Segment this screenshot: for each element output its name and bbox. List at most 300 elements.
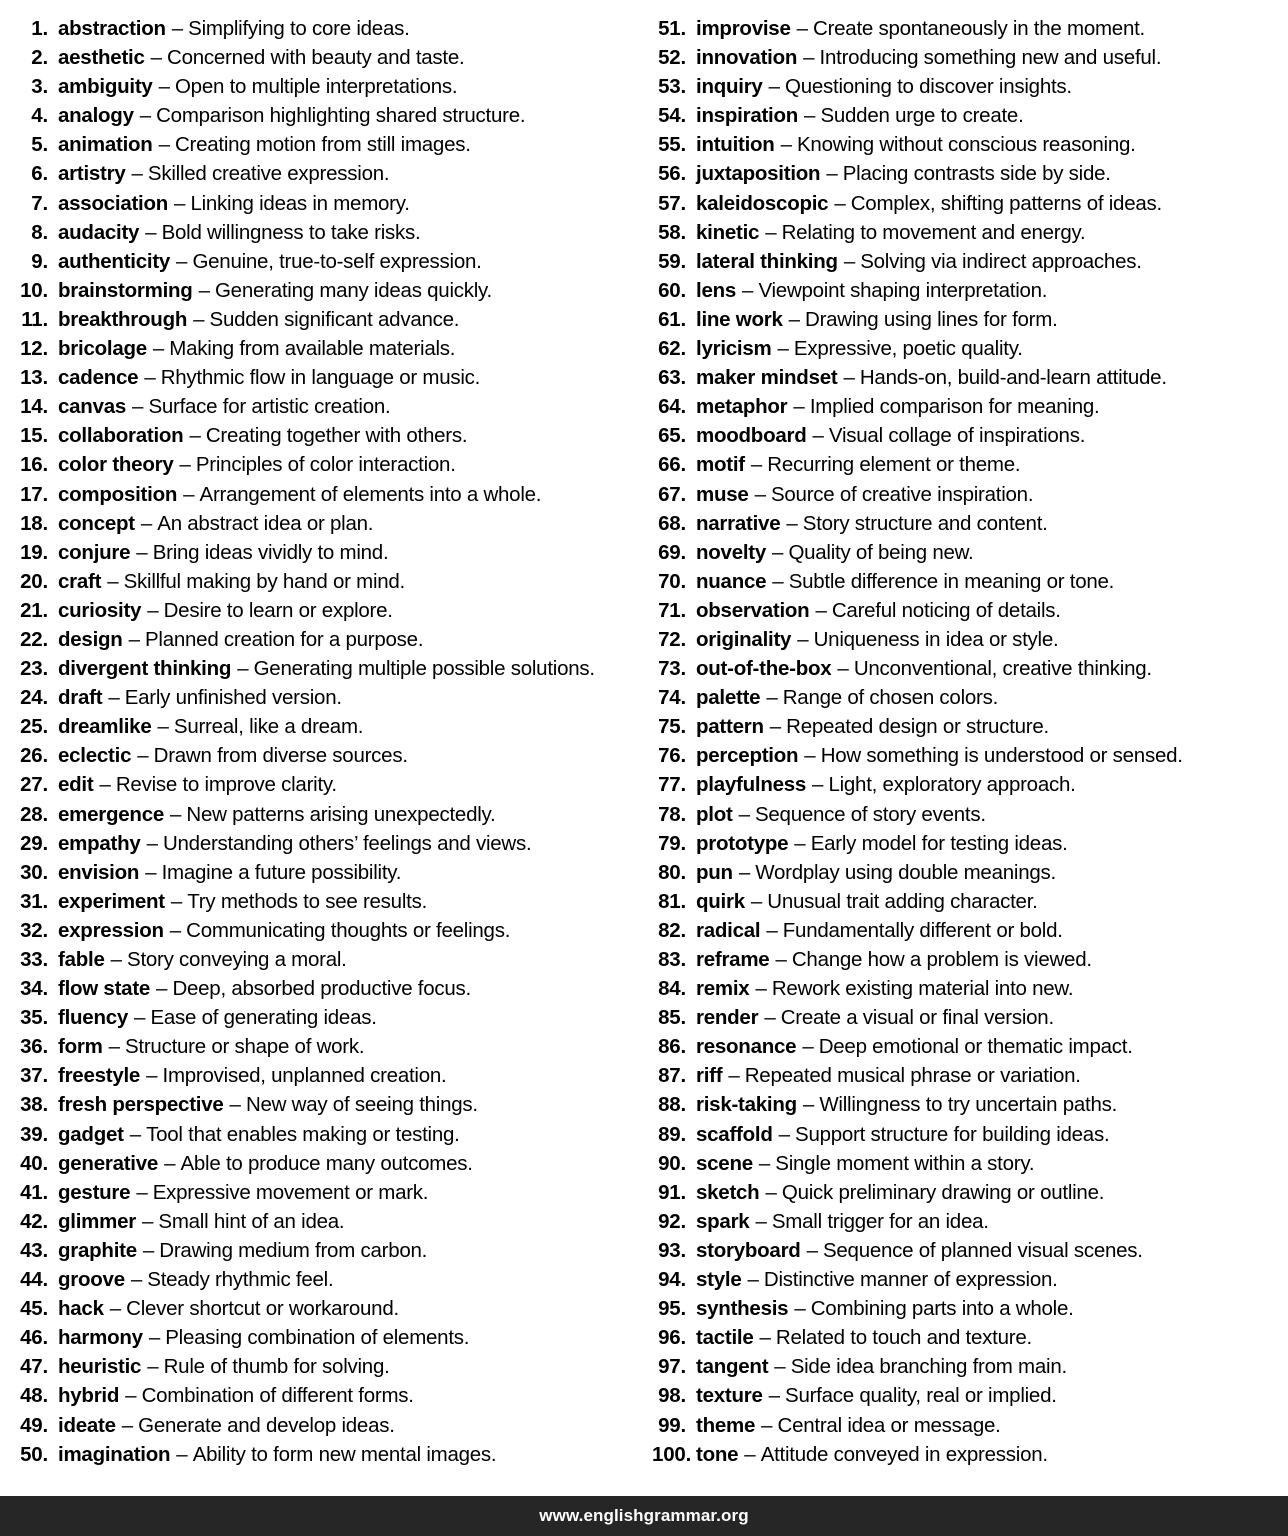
list-item-definition: Rule of thumb for solving. [163, 1355, 390, 1379]
list-item [652, 218, 1274, 247]
list-item-definition: Attitude conveyed in expression. [760, 1442, 1048, 1466]
list-item-term: resonance [696, 1035, 797, 1059]
list-item-number: 91. [658, 1180, 686, 1204]
list-item-number: 10. [20, 278, 48, 302]
list-item-definition: Knowing without conscious reasoning. [797, 133, 1136, 157]
list-item-term: texture [696, 1384, 763, 1408]
list-item-definition: Planned creation for a purpose. [144, 627, 424, 651]
list-item-definition: Making from available materials. [169, 337, 456, 361]
list-item-separator: – [769, 715, 782, 739]
list-item-definition: Understanding others’ feelings and views. [162, 831, 532, 855]
list-item-number: 83. [658, 948, 686, 971]
list-item-number: 84. [658, 977, 686, 1001]
list-item-term: theme [696, 1413, 756, 1437]
list-item-definition: Simplifying to core ideas. [188, 17, 410, 40]
list-item [14, 363, 626, 392]
list-item-definition: Revise to improve clarity. [115, 773, 337, 797]
list-item-term: storyboard [696, 1238, 801, 1262]
list-item-term: scene [696, 1151, 753, 1175]
list-item-term: ideate [58, 1413, 116, 1437]
list-item-term: quirk [696, 889, 745, 913]
list-item-definition: Drawing medium from carbon. [159, 1238, 428, 1262]
list-item [652, 305, 1274, 334]
list-item [14, 1265, 626, 1294]
list-item-separator: – [171, 17, 184, 40]
list-item-separator: – [768, 75, 780, 99]
list-item-definition: Steady rhythmic feel. [147, 1268, 334, 1292]
list-item-definition: Desire to learn or explore. [163, 598, 393, 622]
list-item-separator: – [750, 453, 763, 477]
list-item-term: risk-taking [696, 1093, 797, 1117]
list-item-definition: Ease of generating ideas. [150, 1006, 377, 1030]
list-item-definition: How something is understood or sensed. [820, 744, 1183, 768]
list-item [652, 1265, 1274, 1294]
list-item-definition: Rework existing material into new. [771, 977, 1074, 1001]
list-item [14, 858, 626, 887]
list-item-definition: Light, exploratory approach. [828, 773, 1076, 797]
list-item-term: envision [58, 860, 140, 884]
list-item-separator: – [176, 1442, 188, 1466]
list-item-term: inspiration [696, 104, 799, 128]
list-item [652, 654, 1274, 683]
list-item-term: composition [58, 482, 178, 506]
list-item-definition: Story structure and content. [802, 511, 1048, 535]
list-item [14, 450, 626, 479]
list-item-term: gadget [58, 1122, 124, 1146]
list-item-separator: – [142, 1238, 155, 1262]
list-item-separator: – [108, 1035, 120, 1059]
list-item-separator: – [136, 1180, 148, 1204]
list-item [14, 276, 626, 305]
list-item [14, 974, 626, 1003]
list-item-term: experiment [58, 889, 165, 913]
list-item-number: 18. [20, 511, 48, 535]
list-item-number: 69. [658, 540, 686, 564]
list-item-term: pun [696, 860, 733, 884]
list-item-number: 96. [658, 1326, 686, 1350]
list-item [652, 392, 1274, 421]
list-item-definition: Open to multiple interpretations. [174, 75, 458, 99]
list-item-number: 52. [658, 46, 686, 70]
list-item-definition: Fundamentally different or bold. [782, 918, 1063, 942]
list-item-number: 6. [31, 162, 48, 186]
list-item-term: freestyle [58, 1064, 141, 1088]
list-item-term: aesthetic [58, 46, 145, 70]
list-item [14, 1323, 626, 1352]
list-item-separator: – [775, 948, 787, 971]
list-item [652, 1294, 1274, 1323]
list-item-separator: – [158, 133, 170, 157]
list-item-separator: – [797, 627, 809, 651]
list-item [652, 1440, 1274, 1469]
list-item-term: edit [58, 773, 94, 797]
list-item-definition: Support structure for building ideas. [795, 1122, 1110, 1146]
list-item-definition: Drawing using lines for form. [805, 307, 1058, 331]
list-item-separator: – [765, 1180, 777, 1204]
list-item [14, 1294, 626, 1323]
list-item-term: abstraction [58, 17, 166, 40]
list-item [14, 1352, 626, 1381]
list-item-separator: – [766, 918, 778, 942]
list-item-term: expression [58, 918, 164, 942]
list-item-definition: Subtle difference in meaning or tone. [788, 569, 1115, 593]
word-list-column-right [644, 14, 1274, 1496]
list-item-separator: – [158, 75, 170, 99]
list-item-number: 41. [20, 1180, 48, 1204]
list-item-separator: – [176, 249, 188, 273]
list-item-term: scaffold [696, 1122, 773, 1146]
list-item-separator: – [744, 1442, 756, 1466]
list-item [652, 189, 1274, 218]
list-item-separator: – [778, 1122, 791, 1146]
list-item-separator: – [146, 831, 158, 855]
list-item [652, 276, 1274, 305]
list-item-separator: – [764, 1006, 776, 1030]
list-item-separator: – [152, 337, 165, 361]
list-item-separator: – [774, 1355, 786, 1379]
list-item-separator: – [803, 46, 815, 70]
list-item-number: 38. [20, 1093, 48, 1117]
list-item-term: hybrid [58, 1384, 120, 1408]
list-item-separator: – [157, 715, 169, 739]
list-item [14, 1149, 626, 1178]
list-item-number: 48. [20, 1384, 48, 1408]
list-item-term: render [696, 1006, 759, 1030]
list-item-term: playfulness [696, 773, 807, 797]
list-item-term: hack [58, 1297, 104, 1321]
list-item-definition: New patterns arising unexpectedly. [186, 802, 496, 826]
list-item-definition: Wordplay using double meanings. [755, 860, 1056, 884]
list-item-term: design [58, 627, 123, 651]
list-item-definition: Sequence of planned visual scenes. [822, 1238, 1143, 1262]
list-item-definition: Quick preliminary drawing or outline. [781, 1180, 1105, 1204]
list-item-term: authenticity [58, 249, 171, 273]
list-item [652, 1207, 1274, 1236]
list-item-term: craft [58, 569, 102, 593]
list-item-number: 43. [20, 1238, 48, 1262]
list-item [14, 712, 626, 741]
list-item [652, 945, 1274, 974]
list-item-separator: – [136, 540, 148, 564]
list-item [652, 1003, 1274, 1032]
list-item [14, 916, 626, 945]
list-item-definition: Expressive, poetic quality. [793, 337, 1023, 361]
list-item-number: 64. [658, 395, 686, 419]
list-item-definition: Unconventional, creative thinking. [853, 657, 1152, 681]
list-item-definition: Surface quality, real or implied. [785, 1384, 1057, 1408]
list-item-definition: Combination of different forms. [141, 1384, 414, 1408]
list-item-separator: – [754, 482, 766, 506]
list-item-definition: Early unfinished version. [124, 686, 342, 710]
list-item-term: remix [696, 977, 750, 1001]
list-item-term: fluency [58, 1006, 129, 1030]
list-item-number: 88. [658, 1093, 686, 1117]
list-item-number: 74. [658, 686, 686, 710]
list-item [652, 974, 1274, 1003]
list-item-number: 5. [31, 133, 48, 157]
list-item-separator: – [137, 744, 149, 768]
list-item-separator: – [174, 191, 186, 215]
list-item-number: 17. [20, 482, 48, 506]
list-item-separator: – [793, 395, 805, 419]
list-item-term: kinetic [696, 220, 760, 244]
list-item-number: 99. [658, 1413, 686, 1437]
list-item-separator: – [109, 1297, 122, 1321]
list-item-number: 33. [20, 948, 48, 971]
list-item-definition: Structure or shape of work. [124, 1035, 365, 1059]
list-item-term: groove [58, 1268, 125, 1292]
list-item-number: 15. [20, 424, 48, 448]
list-item-term: motif [696, 453, 745, 477]
list-item-number: 32. [20, 918, 48, 942]
list-item-term: improvise [696, 17, 791, 40]
list-item-definition: Story conveying a moral. [127, 948, 347, 971]
list-item-number: 70. [658, 569, 686, 593]
list-item-number: 42. [20, 1209, 48, 1233]
list-item-definition: Create spontaneously in the moment. [813, 17, 1145, 40]
list-item [652, 916, 1274, 945]
list-item [652, 509, 1274, 538]
list-item-number: 8. [31, 220, 48, 244]
list-item [652, 1120, 1274, 1149]
list-item-definition: Communicating thoughts or feelings. [186, 918, 511, 942]
list-item-number: 90. [658, 1151, 686, 1175]
list-item-term: lyricism [696, 337, 772, 361]
list-item-separator: – [237, 657, 249, 681]
list-item [652, 683, 1274, 712]
list-item [14, 43, 626, 72]
list-item-definition: Relating to movement and energy. [781, 220, 1086, 244]
list-item-separator: – [125, 1384, 137, 1408]
list-item-separator: – [170, 889, 183, 913]
list-item-separator: – [826, 162, 838, 186]
list-item-number: 44. [20, 1268, 48, 1292]
list-item-separator: – [794, 1297, 806, 1321]
list-item-separator: – [229, 1093, 241, 1117]
list-item-definition: Creating motion from still images. [174, 133, 471, 157]
list-item-term: tactile [696, 1326, 754, 1350]
list-item [14, 1090, 626, 1119]
list-item [14, 887, 626, 916]
list-item-number: 3. [31, 75, 48, 99]
list-item-term: draft [58, 686, 103, 710]
list-item-term: artistry [58, 162, 126, 186]
list-item-definition: Arrangement of elements into a whole. [199, 482, 542, 506]
list-item-number: 4. [31, 104, 48, 128]
list-item-definition: Hands-on, build-and-learn attitude. [859, 366, 1167, 390]
list-item-separator: – [129, 1122, 142, 1146]
list-item-definition: Generating multiple possible solutions. [253, 657, 595, 681]
list-item [14, 159, 626, 188]
list-item [652, 1236, 1274, 1265]
list-item [14, 1120, 626, 1149]
list-item-term: juxtaposition [696, 162, 821, 186]
list-item-definition: Linking ideas in memory. [190, 191, 410, 215]
list-item-definition: Source of creative inspiration. [770, 482, 1034, 506]
list-item-separator: – [759, 1326, 771, 1350]
list-item-term: fable [58, 948, 105, 971]
list-item-separator: – [802, 1093, 815, 1117]
list-item-term: metaphor [696, 395, 788, 419]
list-item-number: 13. [20, 366, 48, 390]
list-item-definition: Generating many ideas quickly. [214, 278, 492, 302]
list-item-term: concept [58, 511, 135, 535]
list-item-definition: Questioning to discover insights. [785, 75, 1072, 99]
list-item [14, 770, 626, 799]
list-item-number: 81. [658, 889, 686, 913]
list-item-definition: Bring ideas vividly to mind. [152, 540, 389, 564]
list-item-number: 2. [31, 46, 48, 70]
list-item-number: 50. [20, 1442, 48, 1466]
list-item-definition: An abstract idea or plan. [157, 511, 374, 535]
list-item [14, 596, 626, 625]
word-list-column-left [14, 14, 644, 1496]
list-item [652, 800, 1274, 829]
list-item-definition: Range of chosen colors. [782, 686, 999, 710]
list-item-separator: – [804, 104, 816, 128]
list-item-number: 72. [658, 627, 686, 651]
list-item-separator: – [761, 1413, 773, 1437]
list-item-separator: – [794, 831, 806, 855]
list-item-separator: – [146, 1064, 158, 1088]
list-item-separator: – [110, 948, 123, 971]
list-item-number: 61. [658, 307, 686, 331]
list-item [652, 480, 1274, 509]
list-item-term: lateral thinking [696, 249, 838, 273]
list-item-number: 12. [20, 337, 48, 361]
list-item-separator: – [747, 1268, 759, 1292]
list-item-term: imagination [58, 1442, 171, 1466]
list-item-definition: Small hint of an idea. [158, 1209, 345, 1233]
list-item [14, 945, 626, 974]
footer-bar [0, 1496, 1288, 1536]
list-item-definition: Visual collage of inspirations. [828, 424, 1086, 448]
list-item [652, 1381, 1274, 1410]
list-item-definition: Deep, absorbed productive focus. [172, 977, 472, 1001]
list-item-number: 56. [658, 162, 686, 186]
list-item-definition: Comparison highlighting shared structure. [156, 104, 526, 128]
list-item-separator: – [750, 889, 763, 913]
list-item-separator: – [156, 977, 168, 1001]
list-item-definition: Recurring element or theme. [767, 453, 1021, 477]
list-item [652, 43, 1274, 72]
list-item [14, 1178, 626, 1207]
list-item [14, 392, 626, 421]
list-item-definition: Tool that enables making or testing. [146, 1122, 460, 1146]
list-item-separator: – [132, 395, 144, 419]
list-item-definition: Combining parts into a whole. [810, 1297, 1074, 1321]
list-item-term: nuance [696, 569, 767, 593]
list-item-term: observation [696, 598, 810, 622]
list-item [14, 14, 626, 43]
list-item [652, 72, 1274, 101]
list-item [652, 363, 1274, 392]
list-item-separator: – [145, 860, 157, 884]
list-item-number: 19. [20, 540, 48, 564]
list-item-definition: Repeated design or structure. [786, 715, 1049, 739]
list-item-separator: – [788, 307, 801, 331]
list-item-definition: Create a visual or final version. [780, 1006, 1054, 1030]
list-item-definition: Drawn from diverse sources. [153, 744, 408, 768]
list-item-term: cadence [58, 366, 139, 390]
list-item-separator: – [140, 511, 153, 535]
list-item-term: curiosity [58, 598, 142, 622]
list-item [14, 334, 626, 363]
list-item-definition: Unusual trait adding character. [767, 889, 1038, 913]
list-item-number: 82. [658, 918, 686, 942]
list-item-number: 71. [658, 598, 686, 622]
list-item [652, 421, 1274, 450]
list-item-term: plot [696, 802, 733, 826]
list-item-number: 89. [658, 1122, 686, 1146]
list-item-separator: – [99, 773, 111, 797]
list-item-separator: – [183, 482, 195, 506]
list-item-number: 58. [658, 220, 686, 244]
list-item-separator: – [742, 278, 754, 302]
list-item-number: 55. [658, 133, 686, 157]
list-item-number: 25. [20, 715, 48, 739]
list-item-separator: – [189, 424, 201, 448]
list-item [652, 596, 1274, 625]
list-item-definition: Viewpoint shaping interpretation. [758, 278, 1048, 302]
list-item-separator: – [738, 860, 751, 884]
list-item-separator: – [170, 802, 182, 826]
list-item-definition: Skillful making by hand or mind. [123, 569, 406, 593]
list-item-separator: – [772, 569, 784, 593]
list-item-definition: Solving via indirect approaches. [860, 249, 1142, 273]
list-item-definition: Careful noticing of details. [831, 598, 1061, 622]
list-item-term: heuristic [58, 1355, 142, 1379]
list-item-definition: Clever shortcut or workaround. [126, 1297, 399, 1321]
list-item [652, 1352, 1274, 1381]
list-item [652, 1411, 1274, 1440]
list-item-term: conjure [58, 540, 131, 564]
list-item-separator: – [169, 918, 182, 942]
list-item-number: 34. [20, 977, 48, 1001]
list-item-separator: – [142, 1209, 154, 1233]
list-item-definition: Change how a problem is viewed. [791, 948, 1092, 971]
list-item-number: 94. [658, 1268, 686, 1292]
list-item-separator: – [150, 46, 163, 70]
list-item [14, 538, 626, 567]
list-item-number: 31. [20, 889, 48, 913]
list-item-term: pattern [696, 715, 764, 739]
list-item-term: fresh perspective [58, 1093, 224, 1117]
list-item-separator: – [148, 1326, 161, 1350]
list-item [14, 829, 626, 858]
list-item [652, 1178, 1274, 1207]
list-item [14, 421, 626, 450]
list-item-number: 63. [658, 366, 686, 390]
list-item-separator: – [765, 220, 777, 244]
list-item-term: empathy [58, 831, 141, 855]
list-item [652, 829, 1274, 858]
list-item-definition: New way of seeing things. [245, 1093, 478, 1117]
list-item-definition: Generate and develop ideas. [138, 1413, 395, 1437]
list-item-definition: Distinctive manner of expression. [763, 1268, 1058, 1292]
list-item-term: graphite [58, 1238, 137, 1262]
list-item-term: flow state [58, 977, 151, 1001]
list-item-term: glimmer [58, 1209, 136, 1233]
list-item-definition: Expressive movement or mark. [152, 1180, 429, 1204]
list-item-term: generative [58, 1151, 159, 1175]
list-item-number: 79. [658, 831, 686, 855]
list-item-term: moodboard [696, 424, 807, 448]
list-item-definition: Repeated musical phrase or variation. [744, 1064, 1081, 1088]
list-item-term: maker mindset [696, 366, 838, 390]
list-item-definition: Improvised, unplanned creation. [162, 1064, 447, 1088]
list-item [652, 14, 1274, 43]
